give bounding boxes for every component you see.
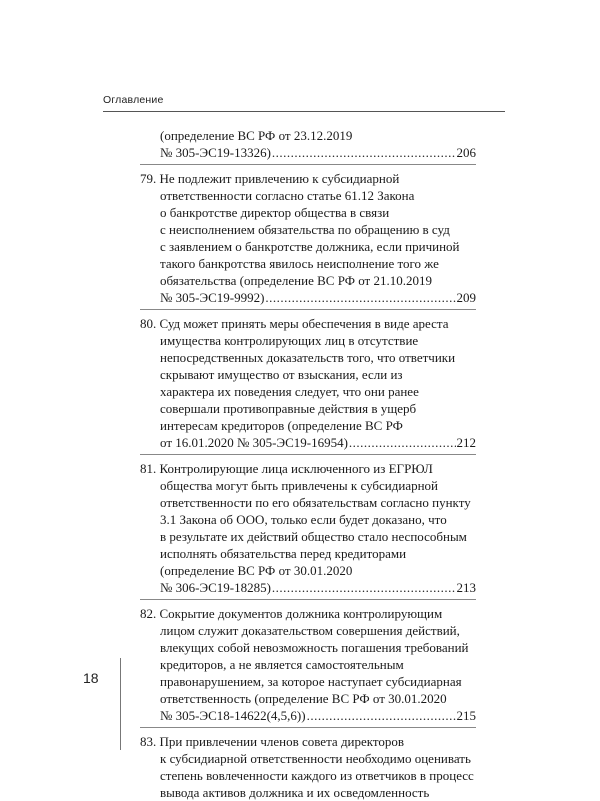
toc-entry-heading: 81. Контролирующие лица исключенного из ЕГРЮЛ [140, 461, 433, 476]
entry-divider [140, 454, 476, 455]
toc-entry-line: вывода активов должника и их осведомленность [160, 785, 430, 800]
toc-entry-line: в результате их действий общество стало неспособным [160, 529, 467, 544]
toc-entry-line: (определение ВС РФ от 30.01.2020 [160, 563, 353, 578]
toc-entry-line: общества могут быть привлечены к субсидиарной [160, 478, 439, 493]
toc-entry-line: с неисполнением обязательства по обращению в суд [160, 222, 450, 237]
toc-entry-text: от 16.01.2020 № 305-ЭС19-16954) [160, 435, 348, 450]
running-header-title: Оглавление [103, 94, 164, 106]
toc-entry-line: ответственности согласно статье 61.12 Закона [160, 188, 415, 203]
leader-dots [272, 579, 456, 596]
entry-divider [140, 164, 476, 165]
toc-entry-heading: 82. Сокрытие документов должника контролирующим [140, 606, 443, 621]
toc-entry-line: ответственность (определение ВС РФ от 30.01.2020 [160, 691, 447, 706]
toc-entry-line: имущества контролирующих лиц в отсутствие [160, 333, 419, 348]
table-of-contents [140, 127, 476, 801]
toc-entry-81[interactable] [140, 460, 476, 596]
entry-divider [140, 727, 476, 728]
toc-entry-80[interactable] [140, 315, 476, 451]
toc-entry-line: 3.1 Закона об ООО, только если будет доказано, что [160, 512, 447, 527]
toc-entry-last-line[interactable] [140, 144, 476, 161]
entry-divider [140, 309, 476, 310]
toc-entry-line: ответственности по его обязательствам согласно пункту [160, 495, 471, 510]
toc-entry-line: к субсидиарной ответственности необходимо оценивать [160, 751, 471, 766]
toc-entry-line: лицом служит доказательством совершения действий, [160, 623, 460, 638]
toc-entry-last-line [140, 579, 476, 596]
toc-entry-line: о банкротстве директор общества в связи [160, 205, 390, 220]
toc-entry-text: № 305-ЭС19-9992) [160, 290, 265, 305]
toc-entry-line: кредиторов, а не является самостоятельным [160, 657, 404, 672]
toc-entry-82[interactable] [140, 605, 476, 724]
leader-dots [349, 434, 456, 451]
toc-entry-line: с заявлением о банкротстве должника, если причиной [160, 239, 460, 254]
leader-dots [265, 289, 455, 306]
toc-entry-line: правонарушением, за которое наступает субсидиарная [160, 674, 462, 689]
toc-page-number: 209 [456, 290, 476, 305]
toc-entry-text: № 305-ЭС18-14622(4,5,6)) [160, 708, 306, 723]
toc-entry-line: степень вовлеченности каждого из ответчиков в процесс [160, 768, 474, 783]
toc-entry-line: (определение ВС РФ от 23.12.2019 [160, 128, 353, 143]
toc-entry-last-line [140, 289, 476, 306]
toc-page-number: 206 [456, 145, 476, 160]
toc-entry-heading: 79. Не подлежит привлечению к субсидиарной [140, 171, 400, 186]
toc-entry-line: совершали противоправные действия в ущерб [160, 401, 417, 416]
toc-entry-text: № 305-ЭС19-13326) [160, 145, 271, 160]
toc-page-number: 213 [456, 580, 476, 595]
page-number: 18 [83, 670, 99, 686]
toc-entry-line: непосредственных доказательств того, что ответчики [160, 350, 456, 365]
toc-entry-text: № 306-ЭС19-18285) [160, 580, 271, 595]
toc-page-number: 215 [456, 708, 476, 723]
toc-entry-line: исполнять обязательства перед кредиторами [160, 546, 407, 561]
toc-entry-line: такого банкротства явилось неисполнение того же [160, 256, 439, 271]
toc-entry-heading: 80. Суд может принять меры обеспечения в виде ареста [140, 316, 449, 331]
toc-entry-line: обязательства (определение ВС РФ от 21.10.2019 [160, 273, 432, 288]
toc-entry-line: влекущих собой невозможность погашения требований [160, 640, 469, 655]
toc-entry-last-line [140, 707, 476, 724]
leader-dots [272, 144, 456, 161]
entry-divider [140, 599, 476, 600]
toc-page-number: 212 [456, 435, 476, 450]
toc-entry-83[interactable] [140, 733, 476, 801]
margin-rule [120, 658, 121, 750]
toc-entry-line: скрывают имущество от взыскания, если из [160, 367, 403, 382]
toc-entry-79[interactable] [140, 170, 476, 306]
toc-entry-line: характера их поведения следует, что они ранее [160, 384, 419, 399]
toc-entry-continued [140, 127, 476, 161]
toc-entry-last-line [140, 434, 476, 451]
toc-entry-line: интересам кредиторов (определение ВС РФ [160, 418, 403, 433]
leader-dots [307, 707, 456, 724]
toc-entry-heading: 83. При привлечении членов совета директоров [140, 734, 405, 749]
header-rule [103, 111, 505, 112]
